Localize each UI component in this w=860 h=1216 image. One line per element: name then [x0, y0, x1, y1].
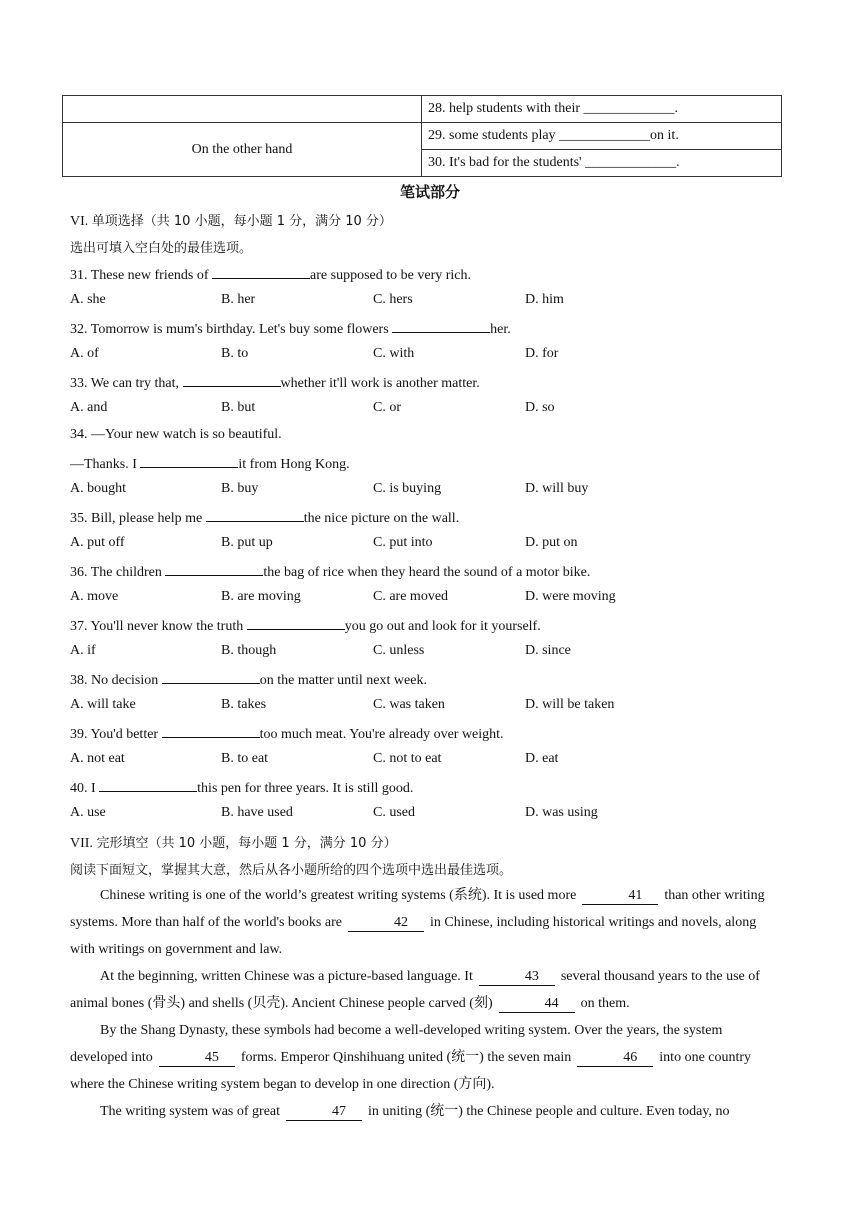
option-d: D. was using: [525, 805, 598, 820]
section-title: 笔试部分: [399, 183, 460, 201]
part7-heading-number: VII.: [70, 836, 93, 851]
passage-paragraph: [70, 1098, 782, 1125]
blank-number: 44: [499, 996, 575, 1013]
answer-blank: [206, 508, 304, 522]
part7-instruction: 阅读下面短文，掌握其大意，然后从各小题所给的四个选项中选出最佳选项。: [70, 863, 513, 878]
option-b: B. buy: [221, 481, 259, 496]
option-d: D. for: [525, 346, 559, 361]
option-b: B. though: [221, 643, 277, 658]
question-text: 31. These new friends of: [70, 268, 213, 283]
answer-blank: [162, 724, 260, 738]
part7-heading-text: 完形填空（共 10 小题，每小题 1 分，满分 10 分）: [96, 836, 397, 851]
answer-blank: [212, 265, 310, 279]
option-b: B. her: [221, 292, 256, 307]
option-b: B. put up: [221, 535, 273, 550]
option-c: C. unless: [373, 643, 425, 658]
part6-instruction: 选出可填入空白处的最佳选项。: [70, 241, 253, 256]
question-text: it from Hong Kong.: [238, 457, 350, 472]
table-cell: [63, 96, 422, 123]
question-31: [70, 265, 471, 284]
outline-table: [62, 95, 782, 177]
blank-number: 43: [479, 969, 555, 986]
question-text: are supposed to be very rich.: [310, 268, 471, 283]
part6-heading: [70, 210, 392, 230]
option-d: D. will buy: [525, 481, 589, 496]
option-c: C. put into: [373, 535, 433, 550]
option-a: A. put off: [70, 535, 125, 550]
option-a: A. will take: [70, 697, 136, 712]
question-text: whether it'll work is another matter.: [280, 376, 480, 391]
blank-number: 42: [348, 915, 424, 932]
option-b: B. takes: [221, 697, 267, 712]
option-b: B. are moving: [221, 589, 301, 604]
part7-heading: [70, 832, 397, 852]
question-text: 36. The children: [70, 565, 166, 580]
option-d: D. so: [525, 400, 555, 415]
option-d: D. since: [525, 643, 571, 658]
passage-text: into one country where the Chinese writing system began to develop in one direction (方向).: [70, 1050, 752, 1092]
option-d: D. eat: [525, 751, 559, 766]
table-cell: 29. some students play _____________on it.: [422, 123, 782, 150]
option-c: C. not to eat: [373, 751, 442, 766]
passage-paragraph: [70, 1017, 782, 1098]
option-c: C. used: [373, 805, 415, 820]
option-a: A. if: [70, 643, 96, 658]
passage-text: By the Shang Dynasty, these symbols had become a well-developed writing system. Over the years, the system developed into: [70, 1023, 723, 1065]
blank-number: 41: [582, 888, 658, 905]
answer-blank: [140, 454, 238, 468]
passage-text: in Chinese, including historical writings and novels, along with writings on government and law.: [70, 915, 757, 957]
passage-text: forms. Emperor Qinshihuang united (统一) the seven main: [240, 1050, 572, 1065]
question-text: 37. You'll never know the truth: [70, 619, 247, 634]
option-c: C. hers: [373, 292, 413, 307]
question-text: this pen for three years. It is still good.: [197, 781, 414, 796]
option-a: A. and: [70, 400, 108, 415]
option-a: A. she: [70, 292, 106, 307]
question-text: on the matter until next week.: [259, 673, 427, 688]
question-text: too much meat. You're already over weight.: [259, 727, 504, 742]
passage-paragraph: [70, 882, 782, 963]
option-a: A. use: [70, 805, 106, 820]
option-a: A. move: [70, 589, 119, 604]
question-33: [70, 373, 480, 392]
question-text: 33. We can try that,: [70, 376, 183, 391]
question-38: [70, 670, 427, 689]
question-text: her.: [490, 322, 511, 337]
part6-heading-text: 单项选择（共 10 小题，每小题 1 分，满分 10 分）: [91, 214, 392, 229]
option-d: D. put on: [525, 535, 578, 550]
question-text: the bag of rice when they heard the sound of a motor bike.: [263, 565, 591, 580]
table-cell: On the other hand: [63, 123, 422, 177]
passage-text: on them.: [580, 996, 630, 1011]
option-d: D. were moving: [525, 589, 616, 604]
question-text: 32. Tomorrow is mum's birthday. Let's buy some flowers: [70, 322, 393, 337]
question-text: 40. I: [70, 781, 100, 796]
passage-text: At the beginning, written Chinese was a picture-based language. It: [100, 969, 473, 984]
question-35: [70, 508, 459, 527]
question-34-prompt: 34. —Your new watch is so beautiful.: [70, 427, 282, 442]
option-c: C. with: [373, 346, 415, 361]
question-40: [70, 778, 413, 797]
question-text: 38. No decision: [70, 673, 162, 688]
question-text: —Thanks. I: [70, 457, 141, 472]
question-36: [70, 562, 590, 581]
answer-blank: [392, 319, 490, 333]
passage-text: Chinese writing is one of the world’s greatest writing systems (系统). It is used more: [100, 888, 577, 903]
question-32: [70, 319, 511, 338]
option-a: A. not eat: [70, 751, 125, 766]
blank-number: 46: [577, 1050, 653, 1067]
answer-blank: [165, 562, 263, 576]
question-34: [70, 454, 350, 473]
option-b: B. have used: [221, 805, 293, 820]
question-text: 39. You'd better: [70, 727, 162, 742]
option-d: D. him: [525, 292, 564, 307]
passage-text: in uniting (统一) the Chinese people and culture. Even today, no: [368, 1104, 730, 1119]
option-b: B. to eat: [221, 751, 269, 766]
option-a: A. of: [70, 346, 99, 361]
option-b: B. but: [221, 400, 256, 415]
answer-blank: [99, 778, 197, 792]
passage-paragraph: [70, 963, 782, 1017]
blank-number: 45: [159, 1050, 235, 1067]
option-c: C. or: [373, 400, 401, 415]
table-cell: 30. It's bad for the students' _____________.: [422, 150, 782, 177]
option-c: C. was taken: [373, 697, 445, 712]
passage-text: than other writing systems. More than half of the world's books are: [70, 888, 765, 930]
option-c: C. are moved: [373, 589, 449, 604]
answer-blank: [247, 616, 345, 630]
option-d: D. will be taken: [525, 697, 615, 712]
question-text: you go out and look for it yourself.: [344, 619, 541, 634]
option-a: A. bought: [70, 481, 126, 496]
table-row: [63, 123, 782, 150]
answer-blank: [162, 670, 260, 684]
table-row: [63, 96, 782, 123]
question-text: the nice picture on the wall.: [303, 511, 460, 526]
question-37: [70, 616, 541, 635]
option-b: B. to: [221, 346, 249, 361]
question-39: [70, 724, 504, 743]
passage-text: several thousand years to the use of animal bones (骨头) and shells (贝壳). Ancient Chinese people carved (刻): [70, 969, 760, 1011]
blank-number: 47: [286, 1104, 362, 1121]
table-cell: 28. help students with their _____________.: [422, 96, 782, 123]
answer-blank: [183, 373, 281, 387]
option-c: C. is buying: [373, 481, 442, 496]
passage-text: The writing system was of great: [100, 1104, 281, 1119]
question-text: 35. Bill, please help me: [70, 511, 206, 526]
part6-heading-number: VI.: [70, 214, 89, 229]
